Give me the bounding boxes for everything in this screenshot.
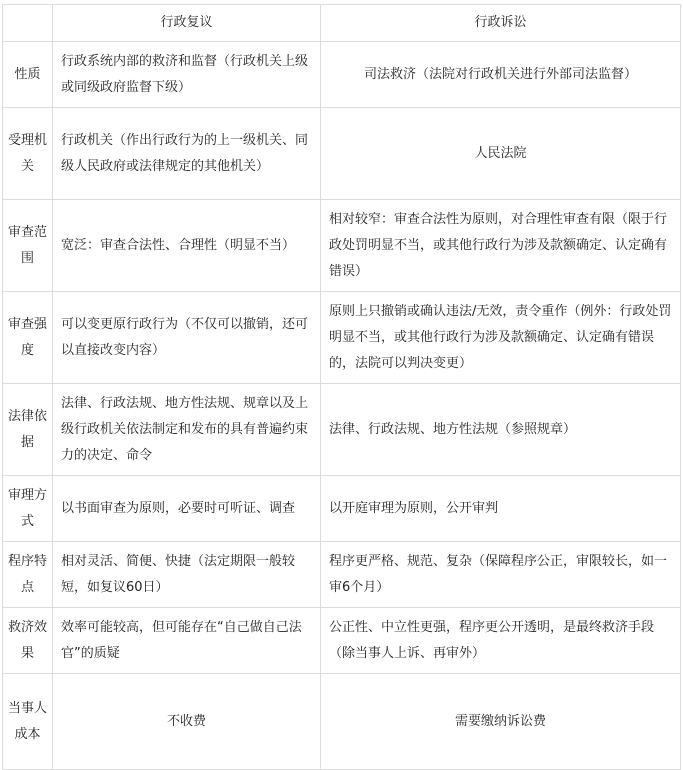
row-legal-basis [3,384,681,476]
admin-litigation-cell: 人民法院 [321,108,681,200]
header-corner-cell [3,5,53,42]
header-row [3,5,681,42]
admin-review-cell: 法律、行政法规、地方性法规、规章以及上级行政机关依法制定和发布的具有普遍约束力的决定、命令 [53,384,321,476]
row-label: 受理机关 [3,108,53,200]
admin-litigation-cell: 法律、行政法规、地方性法规（参照规章） [321,384,681,476]
header-admin-litigation: 行政诉讼 [321,5,681,42]
admin-review-cell: 效率可能较高，但可能存在“自己做自己法官”的质疑 [53,608,321,674]
row-remedy-effect [3,608,681,674]
row-nature [3,42,681,108]
row-review-scope [3,200,681,292]
row-hearing-method [3,476,681,542]
admin-review-cell: 以书面审查为原则，必要时可听证、调查 [53,476,321,542]
admin-litigation-cell: 司法救济（法院对行政机关进行外部司法监督） [321,42,681,108]
header-admin-review: 行政复议 [53,5,321,42]
comparison-table [2,4,681,770]
row-label: 审查强度 [3,292,53,384]
admin-review-cell: 行政系统内部的救济和监督（行政机关上级或同级政府监督下级） [53,42,321,108]
admin-review-cell: 可以变更原行政行为（不仅可以撤销，还可以直接改变内容） [53,292,321,384]
admin-review-cell: 相对灵活、简便、快捷（法定期限一般较短，如复议60日） [53,542,321,608]
admin-review-cell: 不收费 [53,674,321,770]
admin-review-cell: 宽泛：审查合法性、合理性（明显不当） [53,200,321,292]
row-party-cost [3,674,681,770]
admin-litigation-cell: 原则上只撤销或确认违法/无效，责令重作（例外：行政处罚明显不当，或其他行政行为涉及款额确定、认定确有错误的，法院可以判决变更） [321,292,681,384]
admin-litigation-cell: 相对较窄：审查合法性为原则，对合理性审查有限（限于行政处罚明显不当，或其他行政行为涉及款额确定、认定确有错误） [321,200,681,292]
admin-litigation-cell: 公正性、中立性更强，程序更公开透明，是最终救济手段（除当事人上诉、再审外） [321,608,681,674]
row-label: 法律依据 [3,384,53,476]
row-label: 当事人成本 [3,674,53,770]
row-label: 性质 [3,42,53,108]
admin-litigation-cell: 以开庭审理为原则，公开审判 [321,476,681,542]
admin-litigation-cell: 程序更严格、规范、复杂（保障程序公正，审限较长，如一审6个月） [321,542,681,608]
row-accepting-authority [3,108,681,200]
admin-litigation-cell: 需要缴纳诉讼费 [321,674,681,770]
row-label: 审理方式 [3,476,53,542]
row-procedure-features [3,542,681,608]
row-label: 审查范围 [3,200,53,292]
row-label: 程序特点 [3,542,53,608]
row-label: 救济效果 [3,608,53,674]
admin-review-cell: 行政机关（作出行政行为的上一级机关、同级人民政府或法律规定的其他机关） [53,108,321,200]
row-review-intensity [3,292,681,384]
